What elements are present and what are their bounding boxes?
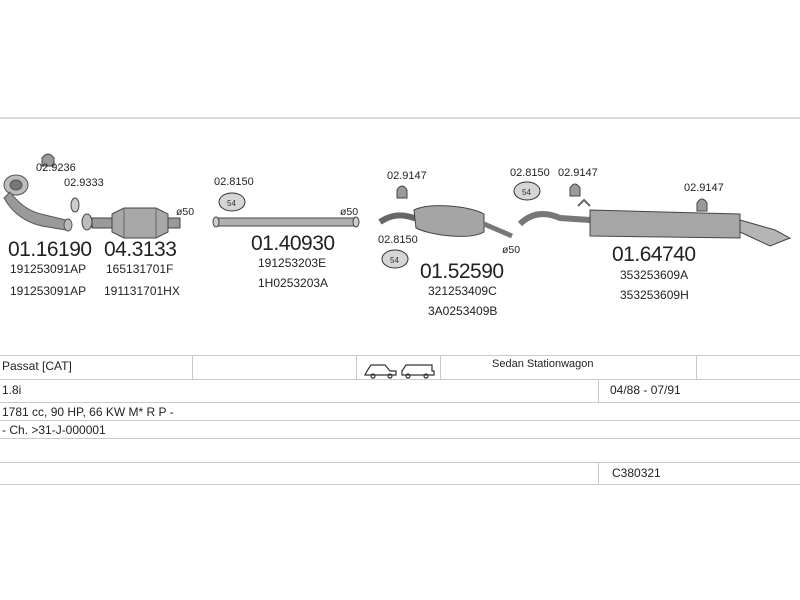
oem-reference: 191253091AP [10, 284, 87, 298]
oem-reference: 1H0253203A [258, 276, 329, 290]
fitting-number: 02.8150 [510, 167, 550, 179]
fitting-number: 02.9147 [387, 170, 427, 182]
oem-reference: 321253409C [428, 284, 497, 298]
gasket-icon [71, 198, 79, 212]
oem-reference: 191253091AP [10, 262, 87, 276]
fitting-number: 02.9236 [36, 162, 76, 174]
table-divider [696, 355, 697, 379]
svg-text:54: 54 [522, 188, 531, 197]
part-number: 01.16190 [8, 238, 92, 261]
oem-reference: 3A0253409B [428, 304, 498, 318]
hanger-icon [219, 193, 245, 211]
clamp-icon [397, 186, 407, 198]
fitting-number: 02.9147 [558, 167, 598, 179]
intermediate-pipe-drawing [213, 217, 359, 227]
oem-reference: 191131701HX [104, 284, 180, 298]
body-types: Sedan Stationwagon [492, 358, 594, 370]
oem-reference: 353253609A [620, 268, 689, 282]
oem-reference: 165131701F [106, 262, 174, 276]
table-rule [0, 420, 800, 421]
hanger-icon [514, 182, 540, 200]
oem-reference: 353253609H [620, 288, 689, 302]
car-wagon-icon [402, 365, 434, 378]
fitting-number: 02.9147 [684, 182, 724, 194]
part-number: 01.64740 [612, 243, 696, 266]
engine-spec: 1781 cc, 90 HP, 66 KW M* R P - [2, 405, 174, 419]
chassis-range: - Ch. >31-J-000001 [2, 423, 106, 437]
table-rule [0, 462, 800, 463]
table-divider [356, 355, 357, 379]
table-rule [0, 379, 800, 380]
table-rule [0, 402, 800, 403]
pipe-diameter: ø50 [502, 244, 521, 256]
system-code: C380321 [612, 466, 661, 480]
catalytic-converter-drawing [82, 208, 180, 238]
part-number: 01.52590 [420, 260, 504, 283]
table-divider [598, 462, 599, 484]
table-rule [0, 355, 800, 356]
car-sedan-icon [365, 365, 396, 378]
pipe-diameter: ø50 [176, 206, 195, 218]
pipe-diameter: ø50 [340, 206, 359, 218]
fitting-number: 02.9333 [64, 177, 104, 189]
middle-silencer-drawing [380, 206, 512, 237]
table-divider [192, 355, 193, 379]
table-rule [0, 438, 800, 439]
part-number: 04.3133 [104, 238, 177, 261]
table-divider [598, 379, 599, 402]
part-number: 01.40930 [251, 232, 335, 255]
rear-silencer-drawing [520, 200, 790, 246]
fitting-number: 02.8150 [378, 234, 418, 246]
production-years: 04/88 - 07/91 [610, 383, 681, 397]
oem-reference: 191253203E [258, 256, 327, 270]
downpipe-drawing [4, 175, 72, 231]
fitting-number: 02.8150 [214, 176, 254, 188]
vehicle-model: Passat [CAT] [2, 359, 72, 373]
table-rule [0, 484, 800, 485]
hanger-icon [382, 250, 408, 268]
svg-text:54: 54 [390, 256, 399, 265]
engine: 1.8i [2, 383, 22, 397]
table-divider [440, 355, 441, 379]
svg-text:54: 54 [227, 199, 236, 208]
